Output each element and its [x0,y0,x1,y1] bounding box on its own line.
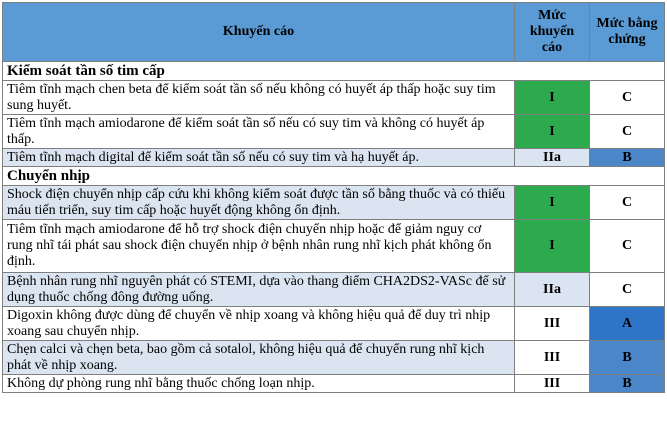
level-cell: C [590,220,665,273]
recommendation-text: Bệnh nhân rung nhĩ nguyên phát có STEMI, dựa vào thang điểm CHA2DS2-VASc để sử dụng thuốc chống đông đường uống. [3,273,515,307]
table-row [3,81,665,115]
class-cell: I [515,186,590,220]
class-cell: III [515,341,590,375]
recommendation-text: Tiêm tĩnh mạch amiodarone để hỗ trợ shock điện chuyển nhịp hoặc để giảm nguy cơ rung nhĩ tái phát sau shock điện chuyển nhịp ở bệnh nhân rung nhĩ kịch phát không ổn định. [3,220,515,273]
recommendation-text: Digoxin không được dùng để chuyển về nhịp xoang và không hiệu quả để duy trì nhịp xoang sau chuyển nhịp. [3,307,515,341]
header-recommendation: Khuyến cáo [3,3,515,62]
table-row [3,115,665,149]
class-cell: I [515,81,590,115]
class-cell: III [515,375,590,393]
table-row [3,273,665,307]
class-cell: I [515,115,590,149]
section-title: Kiểm soát tần số tim cấp [3,62,665,81]
table-row [3,149,665,167]
table-row [3,341,665,375]
level-cell: C [590,115,665,149]
header-class: Mức khuyến cáo [515,3,590,62]
table-row [3,375,665,393]
table-row [3,220,665,273]
class-cell: III [515,307,590,341]
level-cell: A [590,307,665,341]
header-level: Mức bằng chứng [590,3,665,62]
table-header-row [3,3,665,62]
class-cell: I [515,220,590,273]
section-title: Chuyển nhịp [3,167,665,186]
section-header-rate-control [3,62,665,81]
recommendation-text: Shock điện chuyển nhịp cấp cứu khi không kiểm soát được tần số bằng thuốc và có thiếu máu tiến triển, suy tim cấp hoặc huyết động không ổn định. [3,186,515,220]
class-cell: IIa [515,273,590,307]
table-row [3,307,665,341]
recommendation-table [2,2,665,393]
recommendation-text: Chẹn calci và chẹn beta, bao gồm cả sotalol, không hiệu quả để chuyển rung nhĩ kịch phát về nhịp xoang. [3,341,515,375]
recommendation-text: Tiêm tĩnh mạch amiodarone để kiểm soát tần số nếu có suy tim và không có huyết áp thấp. [3,115,515,149]
level-cell: B [590,149,665,167]
section-header-cardioversion [3,167,665,186]
table-row [3,186,665,220]
recommendation-text: Tiêm tĩnh mạch chen beta để kiểm soát tần số nếu không có huyết áp thấp hoặc suy tim sung huyết. [3,81,515,115]
level-cell: B [590,341,665,375]
level-cell: C [590,186,665,220]
level-cell: C [590,273,665,307]
level-cell: B [590,375,665,393]
class-cell: IIa [515,149,590,167]
recommendation-text: Không dự phòng rung nhĩ bằng thuốc chống loạn nhịp. [3,375,515,393]
recommendation-text: Tiêm tĩnh mạch digital để kiểm soát tần số nếu có suy tim và hạ huyết áp. [3,149,515,167]
level-cell: C [590,81,665,115]
